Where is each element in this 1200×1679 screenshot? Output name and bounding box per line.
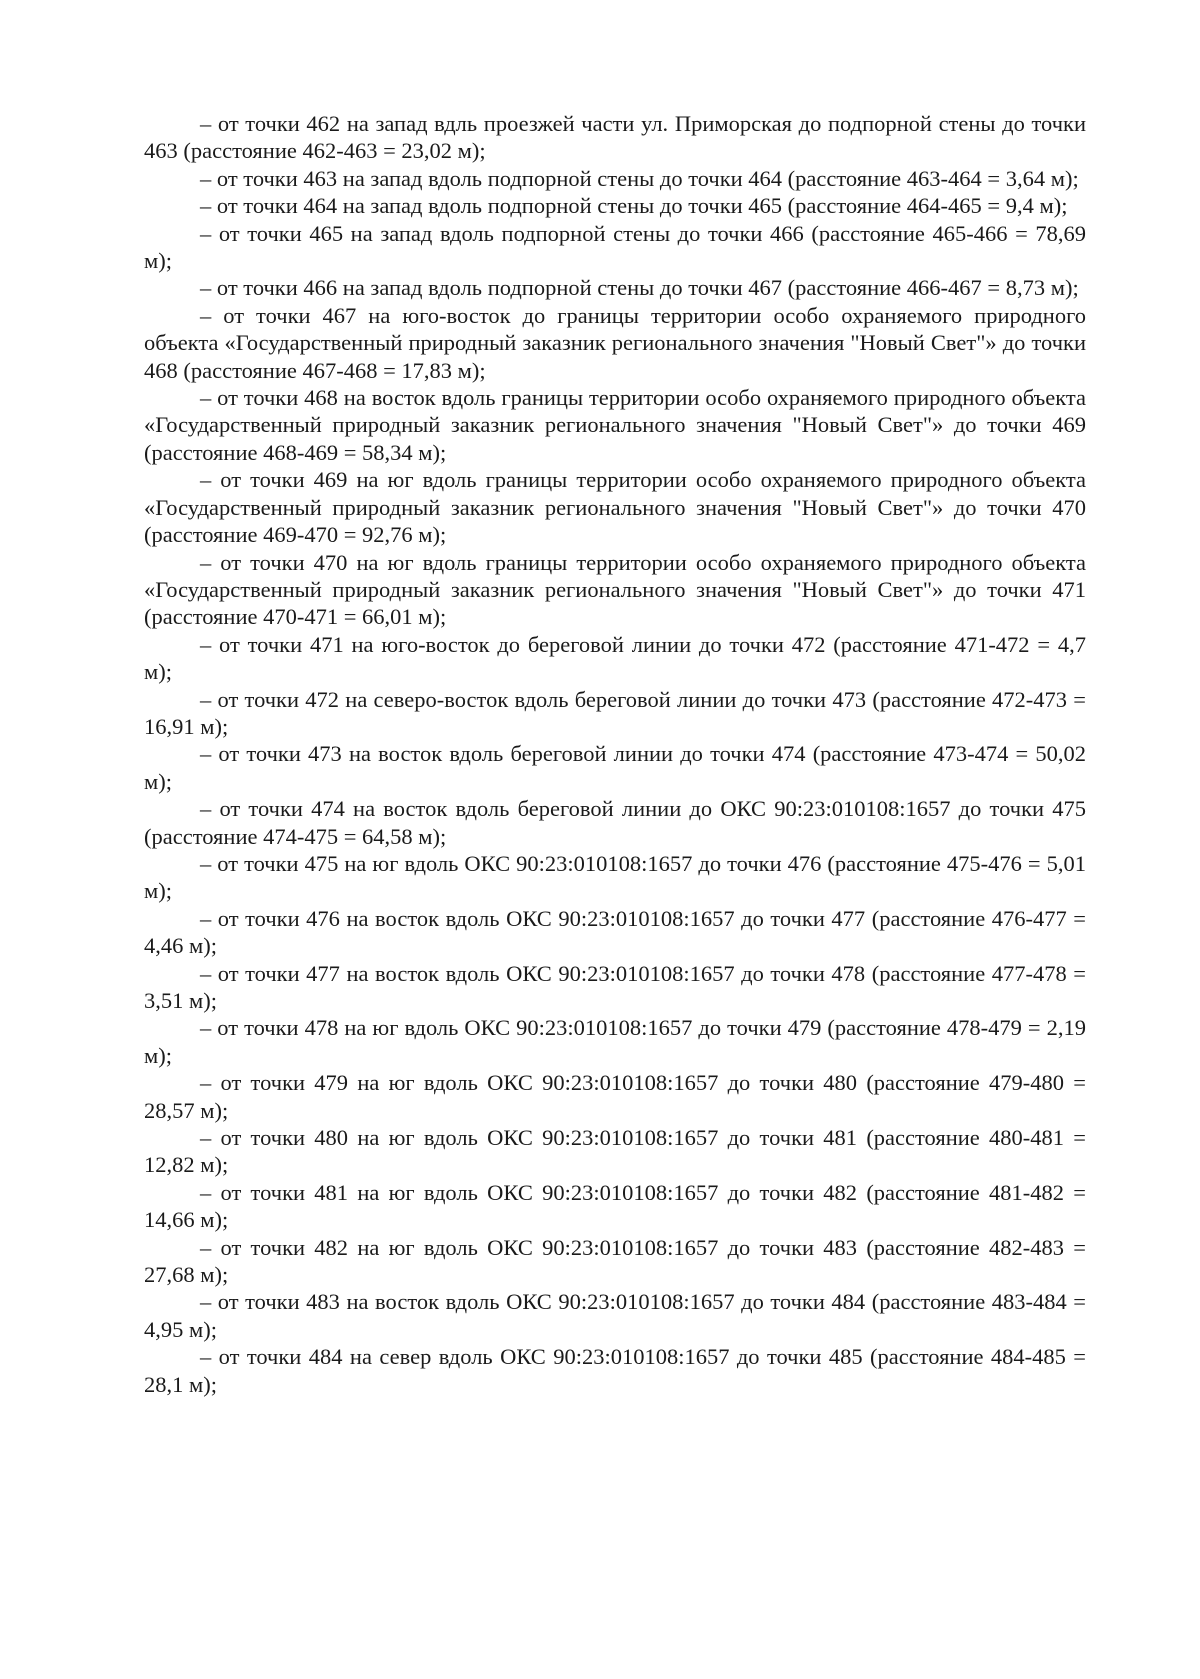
boundary-segment-paragraph: – от точки 466 на запад вдоль подпорной стены до точки 467 (расстояние 466-467 = 8,73 м); <box>200 275 1079 301</box>
boundary-segment-paragraph: – от точки 477 на восток вдоль ОКС 90:23:010108:1657 до точки 478 (расстояние 477-478 = 3,51 м); <box>144 960 1086 1013</box>
boundary-segment-paragraph: – от точки 467 на юго-восток до границы территории особо охраняемого природного объекта «Государственный природный заказник регионального значения "Новый Свет"» до точки 468 (расстояние 467-468 = 17,83 м); <box>144 302 1086 383</box>
boundary-segment-paragraph: – от точки 474 на восток вдоль береговой линии до ОКС 90:23:010108:1657 до точки 475 (расстояние 474-475 = 64,58 м); <box>144 796 1086 849</box>
boundary-segment-paragraph: – от точки 480 на юг вдоль ОКС 90:23:010108:1657 до точки 481 (расстояние 480-481 = 12,82 м); <box>144 1125 1086 1178</box>
boundary-segment-paragraph: – от точки 463 на запад вдоль подпорной стены до точки 464 (расстояние 463-464 = 3,64 м); <box>200 165 1079 191</box>
boundary-segment-paragraph: – от точки 472 на северо-восток вдоль береговой линии до точки 473 (расстояние 472-473 = 16,91 м); <box>144 686 1086 739</box>
boundary-segment-paragraph: – от точки 465 на запад вдоль подпорной стены до точки 466 (расстояние 465-466 = 78,69 м); <box>144 220 1086 274</box>
boundary-segment-paragraph: – от точки 462 на запад вдль проезжей части ул. Приморская до подпорной стены до точки 463 (расстояние 462-463 = 23,02 м); <box>144 111 1086 164</box>
boundary-segment-paragraph: – от точки 478 на юг вдоль ОКС 90:23:010108:1657 до точки 479 (расстояние 478-479 = 2,19 м); <box>144 1015 1086 1068</box>
boundary-segment-paragraph: – от точки 484 на север вдоль ОКС 90:23:010108:1657 до точки 485 (расстояние 484-485 = 28,1 м); <box>144 1344 1086 1397</box>
boundary-segment-paragraph: – от точки 470 на юг вдоль границы территории особо охраняемого природного объекта «Государственный природный заказник регионального значения "Новый Свет"» до точки 471 (расстояние 470-471 = 66,01 м); <box>144 549 1086 630</box>
document-body <box>144 110 1086 1398</box>
boundary-segment-paragraph: – от точки 471 на юго-восток до береговой линии до точки 472 (расстояние 471-472 = 4,7 м); <box>144 631 1086 685</box>
boundary-segment-paragraph: – от точки 469 на юг вдоль границы территории особо охраняемого природного объекта «Государственный природный заказник регионального значения "Новый Свет"» до точки 470 (расстояние 469-470 = 92,76 м); <box>144 467 1086 548</box>
boundary-segment-paragraph: – от точки 475 на юг вдоль ОКС 90:23:010108:1657 до точки 476 (расстояние 475-476 = 5,01 м); <box>144 850 1086 904</box>
boundary-segment-paragraph: – от точки 476 на восток вдоль ОКС 90:23:010108:1657 до точки 477 (расстояние 476-477 = 4,46 м); <box>144 905 1086 959</box>
boundary-segment-paragraph: – от точки 464 на запад вдоль подпорной стены до точки 465 (расстояние 464-465 = 9,4 м); <box>200 193 1068 219</box>
boundary-segment-paragraph: – от точки 479 на юг вдоль ОКС 90:23:010108:1657 до точки 480 (расстояние 479-480 = 28,57 м); <box>144 1070 1086 1123</box>
boundary-segment-paragraph: – от точки 473 на восток вдоль береговой линии до точки 474 (расстояние 473-474 = 50,02 м); <box>144 741 1086 794</box>
boundary-segment-paragraph: – от точки 481 на юг вдоль ОКС 90:23:010108:1657 до точки 482 (расстояние 481-482 = 14,66 м); <box>144 1179 1086 1233</box>
boundary-segment-paragraph: – от точки 468 на восток вдоль границы территории особо охраняемого природного объекта «Государственный природный заказник регионального значения "Новый Свет"» до точки 469 (расстояние 468-469 = 58,34 м); <box>144 385 1086 465</box>
boundary-segment-paragraph: – от точки 482 на юг вдоль ОКС 90:23:010108:1657 до точки 483 (расстояние 482-483 = 27,68 м); <box>144 1234 1086 1288</box>
boundary-segment-paragraph: – от точки 483 на восток вдоль ОКС 90:23:010108:1657 до точки 484 (расстояние 483-484 = 4,95 м); <box>144 1289 1086 1342</box>
